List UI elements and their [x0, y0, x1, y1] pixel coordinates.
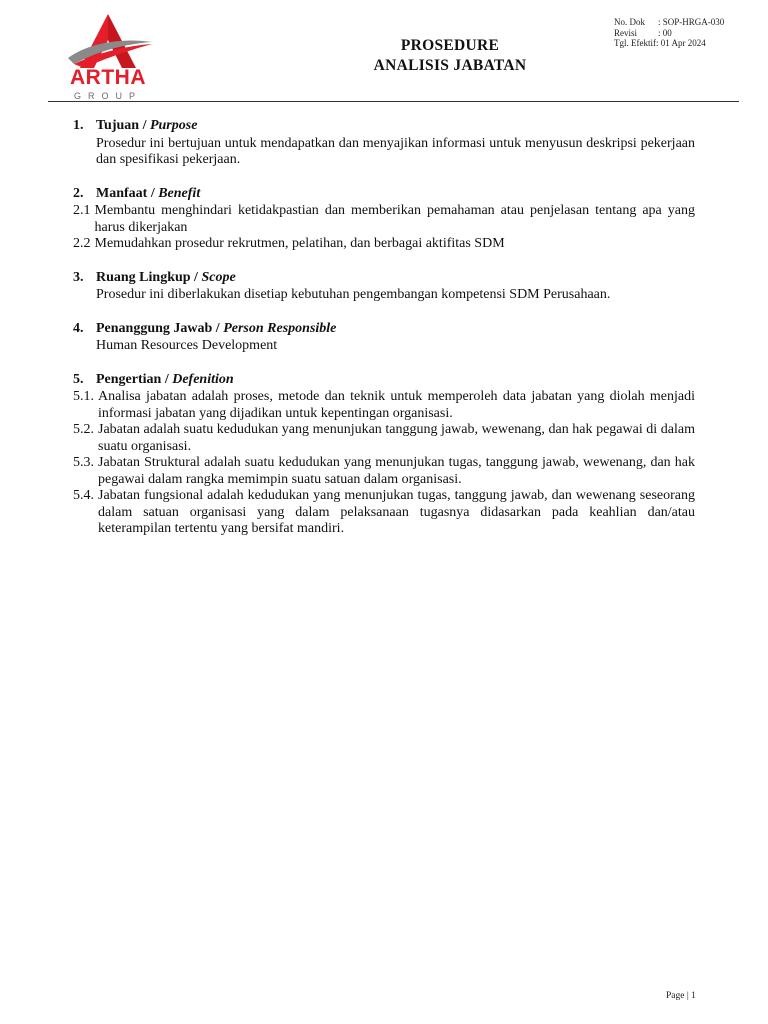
section-title-id: Pengertian /	[96, 371, 173, 387]
section-title-id: Tujuan /	[96, 118, 150, 133]
list-item-text: Jabatan fungsional adalah kedudukan yang menunjukan tugas, tanggung jawab, dan wewenang seseorang dalam satuan organisasi yang dalam pelaksanaan tugasnya didasarkan pada keahlian dan/atau keterampilan tertentu yang bersifat mandiri.	[98, 488, 695, 536]
section-text: Human Resources Development	[96, 338, 278, 353]
list-item-number: 2.1	[73, 203, 91, 218]
section-text: Prosedur ini bertujuan untuk mendapatkan dan menyajikan informasi untuk menyusun deskripsi pekerjaan dan spesifikasi pekerjaan.	[96, 135, 695, 167]
logo-subtext: GROUP	[73, 91, 142, 101]
document-meta	[614, 17, 724, 49]
meta-row-revisi	[614, 28, 724, 39]
section-title-en: Person Responsible	[223, 320, 337, 336]
section-heading	[73, 118, 695, 135]
company-logo	[60, 12, 156, 100]
header-divider	[48, 101, 739, 102]
list-item	[73, 389, 695, 422]
section-number: 5.	[73, 371, 84, 387]
list-item	[73, 488, 695, 538]
list-item	[73, 455, 695, 488]
list-item-number: 2.2	[73, 236, 91, 251]
artha-logo-mark-icon	[60, 12, 156, 72]
list-item-text: Membantu menghindari ketidakpastian dan memberikan pemahaman atau penjelasan tentang apa yang harus dikerjakan	[94, 203, 695, 235]
list-item-number: 5.2.	[73, 422, 94, 437]
section-number: 4.	[73, 320, 84, 336]
list-item	[73, 236, 695, 253]
section-scope	[73, 270, 695, 304]
logo-wordmark: ARTHA	[70, 66, 146, 89]
list-item-number: 5.4.	[73, 488, 94, 503]
meta-value-revisi: : 00	[658, 27, 672, 38]
section-benefit	[73, 186, 695, 253]
meta-value-tgl: : 01 Apr 2024	[656, 38, 706, 48]
meta-label-tgl: Tgl. Efektif	[614, 38, 656, 48]
section-title-id: Penanggung Jawab /	[96, 320, 224, 336]
definition-list	[73, 389, 695, 538]
section-title-en: Benefit	[158, 185, 201, 201]
section-heading	[73, 270, 695, 287]
section-heading	[73, 372, 695, 389]
meta-label-no-dok: No. Dok	[614, 17, 645, 27]
list-item	[73, 422, 695, 455]
section-purpose	[73, 118, 695, 169]
section-title-en: Scope	[201, 269, 236, 285]
section-title-en: Defenition	[172, 371, 234, 387]
section-definition	[73, 372, 695, 538]
document-title	[300, 36, 600, 76]
section-title-id: Ruang Lingkup /	[96, 269, 202, 285]
section-title-id: Manfaat /	[96, 185, 159, 201]
list-item-number: 5.1.	[73, 389, 94, 404]
list-item-number: 5.3.	[73, 455, 94, 470]
list-item	[73, 203, 695, 236]
section-heading	[73, 321, 695, 338]
list-item-text: Memudahkan prosedur rekrutmen, pelatihan, dan berbagai aktifitas SDM	[94, 236, 505, 251]
title-line-1: PROSEDURE	[400, 37, 500, 54]
list-item-text: Jabatan Struktural adalah suatu kedudukan yang menunjukan tugas, tanggung jawab, wewenang, dan hak pegawai dalam rangka memimpin suatu satuan dalam organisasi.	[98, 455, 695, 487]
section-person-responsible	[73, 321, 695, 355]
section-title-en: Purpose	[149, 118, 198, 133]
section-number: 1.	[73, 118, 84, 133]
meta-value-no-dok: : SOP-HRGA-030	[658, 17, 725, 27]
section-heading	[73, 186, 695, 203]
page-number: Page | 1	[666, 991, 696, 1001]
section-number: 2.	[73, 185, 84, 201]
list-item-text: Analisa jabatan adalah proses, metode dan teknik untuk memperoleh data jabatan yang diolah menjadi informasi jabatan yang dijadikan untuk kepentingan organisasi.	[98, 389, 695, 421]
meta-label-revisi: Revisi	[614, 27, 638, 38]
benefit-list	[73, 203, 695, 253]
section-number: 3.	[73, 269, 84, 285]
title-line-2: ANALISIS JABATAN	[373, 57, 527, 74]
meta-row-tgl	[614, 38, 724, 49]
meta-row-no-dok	[614, 17, 724, 28]
section-text: Prosedur ini diberlakukan disetiap kebutuhan pengembangan kompetensi SDM Perusahaan.	[96, 287, 611, 302]
list-item-text: Jabatan adalah suatu kedudukan yang menunjukan tanggung jawab, wewenang, dan hak pegawai di dalam suatu organisasi.	[98, 422, 695, 454]
document-body	[73, 118, 695, 555]
